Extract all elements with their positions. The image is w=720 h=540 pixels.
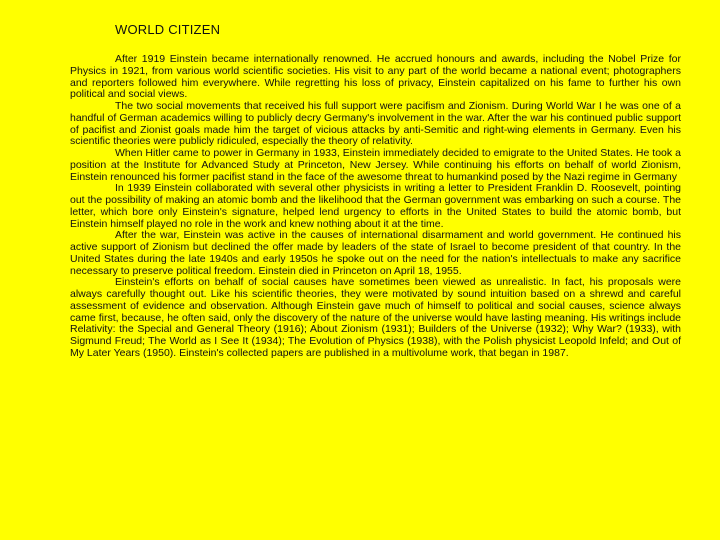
- paragraph-postwar: After the war, Einstein was active in the causes of international disarmament and world government. He continued his active support of Zionism but declined the offer made by leaders of the state of Israel to become president of that country. In the United States during the late 1940s and early 1950s he spoke out on the need for the nation's intellectuals to make any sacrifice necessary to preserve political freedom. Einstein died in Princeton on April 18, 1955.: [70, 229, 681, 277]
- paragraph-fame: After 1919 Einstein became internationally renowned. He accrued honours and awards, including the Nobel Prize for Physics in 1921, from various world scientific societies. His visit to any part of the world became a national event; photographers and reporters followed him everywhere. While regretting his loss of privacy, Einstein capitalized on his fame to further his own political and social views.: [70, 53, 681, 101]
- document-body: [70, 54, 681, 360]
- paragraph-pacifism-zionism: The two social movements that received his full support were pacifism and Zionism. During World War I he was one of a handful of German academics willing to publicly decry Germany's involvement in the war. After the war his continued public support of pacifist and Zionist goals made him the target of vicious attacks by anti-Semitic and right-wing elements in Germany. Even his scientific theories were publicly ridiculed, especially the theory of relativity.: [70, 100, 681, 148]
- paragraph-roosevelt-letter: In 1939 Einstein collaborated with several other physicists in writing a letter to President Franklin D. Roosevelt, pointing out the possibility of making an atomic bomb and the likelihood that the German government was embarking on such a course. The letter, which bore only Einstein's signature, helped lend urgency to efforts in the United States to build the atomic bomb, but Einstein himself played no role in the work and knew nothing about it at the time.: [70, 182, 681, 230]
- paragraph-social-causes: Einstein's efforts on behalf of social causes have sometimes been viewed as unrealistic. In fact, his proposals were always carefully thought out. Like his scientific theories, they were motivated by sound intuition based on a shrewd and careful assessment of evidence and observation. Although Einstein gave much of himself to political and social causes, science always came first, because, he often said, only the discovery of the nature of the universe would have lasting meaning. His writings include Relativity: the Special and General Theory (1916); About Zionism (1931); Builders of the Universe (1932); Why War? (1933), with Sigmund Freud; The World as I See It (1934); The Evolution of Physics (1938), with the Polish physicist Leopold Infeld; and Out of My Later Years (1950). Einstein's collected papers are published in a multivolume work, that began in 1987.: [70, 276, 681, 359]
- document-title: WORLD CITIZEN: [115, 22, 221, 37]
- paragraph-emigration: When Hitler came to power in Germany in 1933, Einstein immediately decided to emigrate to the United States. He took a position at the Institute for Advanced Study at Princeton, New Jersey. While continuing his efforts on behalf of world Zionism, Einstein renounced his former pacifist stand in the face of the awesome threat to humankind posed by the Nazi regime in Germany: [70, 147, 681, 183]
